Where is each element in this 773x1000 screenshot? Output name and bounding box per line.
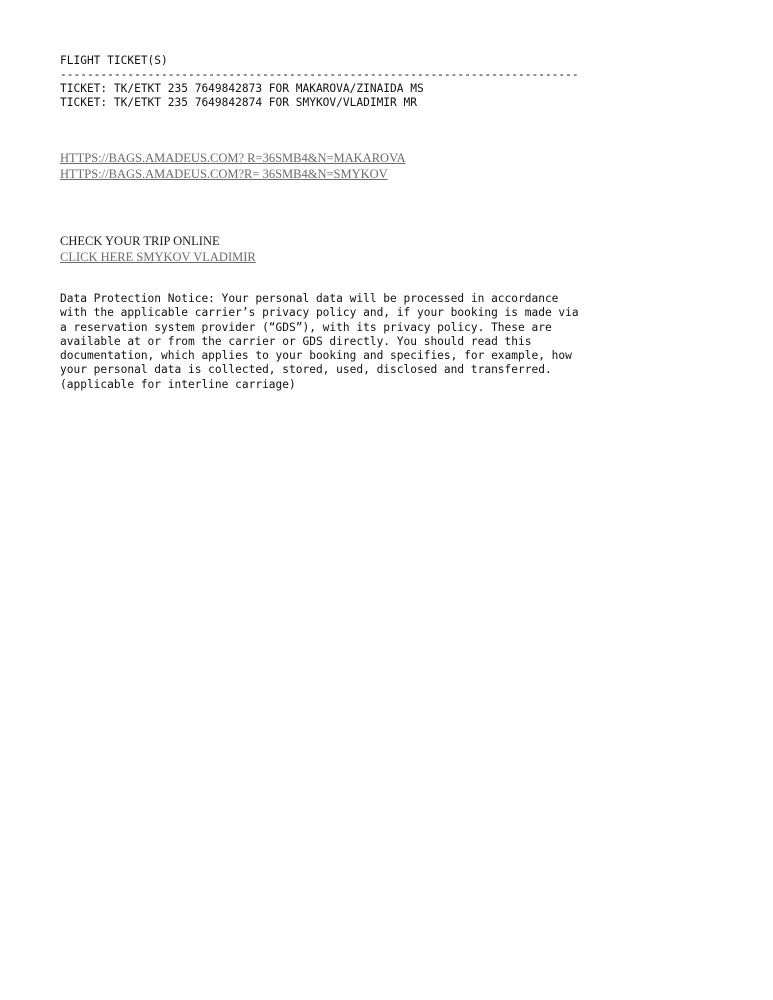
trip-check-section — [60, 233, 256, 265]
trip-heading: CHECK YOUR TRIP ONLINE — [60, 234, 220, 248]
section-title: FLIGHT TICKET(S) — [60, 54, 168, 67]
check-trip-link[interactable]: CLICK HERE SMYKOV VLADIMIR — [60, 250, 256, 264]
notice-line: your personal data is collected, stored, used, disclosed and transferred. — [60, 363, 552, 377]
ticket-list — [60, 82, 424, 111]
notice-line: documentation, which applies to your booking and specifies, for example, how — [60, 349, 572, 363]
notice-line: Data Protection Notice: Your personal data will be processed in accordance — [60, 292, 559, 305]
baggage-link-makarova[interactable]: HTTPS://BAGS.AMADEUS.COM? R=36SMB4&N=MAKAROVA — [60, 151, 406, 165]
divider-rule: ----------------------------------------------------------------------------- — [60, 68, 579, 81]
notice-line: with the applicable carrier’s privacy policy and, if your booking is made via — [60, 306, 579, 320]
notice-line: (applicable for interline carriage) — [60, 377, 296, 391]
notice-line: available at or from the carrier or GDS directly. You should read this — [60, 334, 532, 348]
ticket-line: TICKET: TK/ETKT 235 7649842874 FOR SMYKOV/VLADIMIR MR — [60, 96, 417, 110]
ticket-line: TICKET: TK/ETKT 235 7649842873 FOR MAKAROVA/ZINAIDA MS — [60, 82, 424, 95]
data-protection-notice — [60, 292, 579, 392]
baggage-links — [60, 150, 406, 182]
notice-line: a reservation system provider (“GDS”), with its privacy policy. These are — [60, 320, 552, 334]
baggage-link-smykov[interactable]: HTTPS://BAGS.AMADEUS.COM?R= 36SMB4&N=SMYKOV — [60, 167, 388, 181]
